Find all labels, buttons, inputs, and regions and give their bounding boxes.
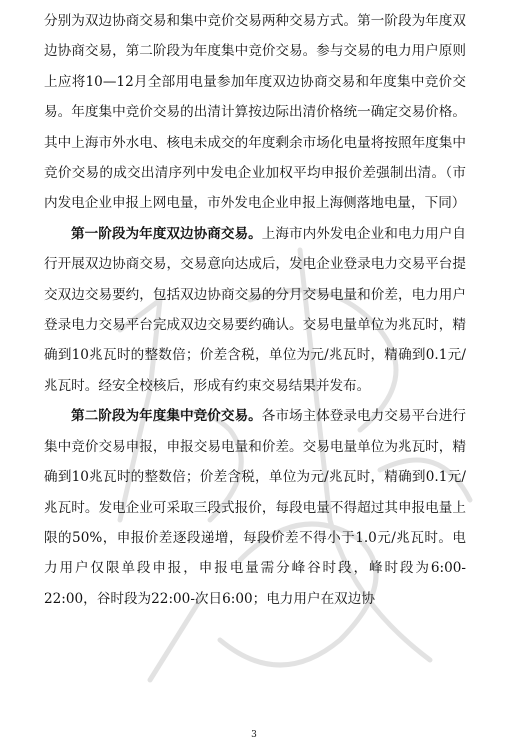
paragraph-heading: 第二阶段为年度集中竞价交易。 xyxy=(71,408,262,425)
paragraph-stage-two xyxy=(44,401,466,614)
document-body xyxy=(44,6,466,614)
paragraph-text: 各市场主体登录电力交易平台进行集中竞价交易申报，申报交易电量和价差。交易电量单位为兆瓦时，精确到10兆瓦时的整数倍；价差含税，单位为元/兆瓦时，精确到0.1元/兆瓦时。发电企业可采取三段式报价，每段电量不得超过其申报电量上限的50%，申报价差逐段递增，每段价差不得小于1.0元/兆瓦时。电力用户仅限单段申报，申报电量需分峰谷时段，峰时段为6:00-22:00，谷时段为22:00-次日6:00；电力用户在双边协 xyxy=(44,408,466,607)
paragraph-text: 上海市内外发电企业和电力用户自行开展双边协商交易，交易意向达成后，发电企业登录电力交易平台提交双边交易要约，包括双边协商交易的分月交易电量和价差，电力用户登录电力交易平台完成双边交易要约确认。交易电量单位为兆瓦时，精确到10兆瓦时的整数倍；价差含税，单位为元/兆瓦时，精确到0.1元/兆瓦时。经安全校核后，形成有约束交易结果并发布。 xyxy=(44,225,466,394)
paragraph-heading: 第一阶段为年度双边协商交易。 xyxy=(71,225,262,242)
paragraph-text: 分别为双边协商交易和集中竞价交易两种交易方式。第一阶段为年度双边协商交易，第二阶段为年度集中竞价交易。参与交易的电力用户原则上应将10—12月全部用电量参加年度双边协商交易和年度集中竞价交易。年度集中竞价交易的出清计算按边际出清价格统一确定交易价格。其中上海市外水电、核电未成交的年度剩余市场化电量将按照年度集中竞价交易的成交出清序列中发电企业加权平均申报价差强制出清。（市内发电企业申报上网电量，市外发电企业申报上海侧落地电量，下同） xyxy=(44,13,466,212)
page-number: 3 xyxy=(251,730,257,740)
paragraph-intro xyxy=(44,6,466,219)
paragraph-stage-one xyxy=(44,219,466,401)
